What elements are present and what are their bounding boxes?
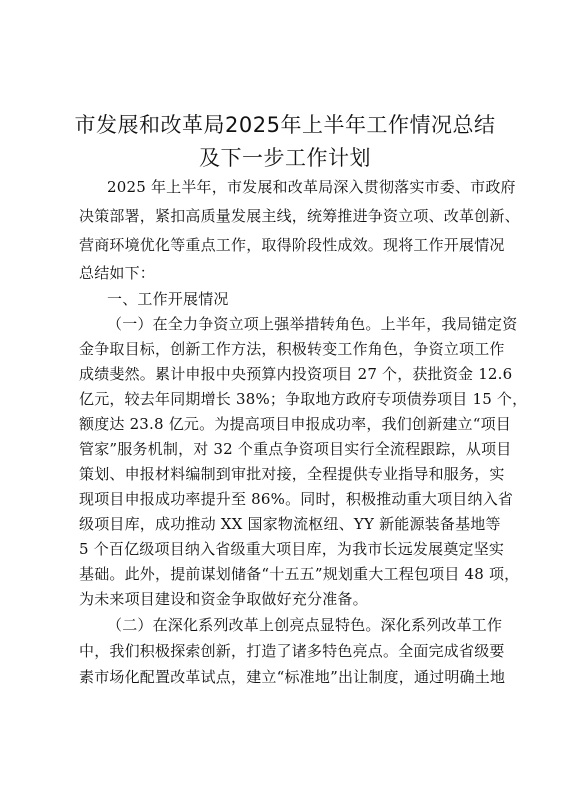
paragraph-line: （一）在全力争资立项上强举措转角色。上半年，我局锚定资 [107, 315, 518, 333]
paragraph-line: 亿元，较去年同期增长 38%；争取地方政府专项债券项目 15 个， [79, 390, 528, 408]
paragraph-line: （二）在深化系列改革上创亮点显特色。深化系列改革工作 [107, 616, 503, 634]
paragraph-line: 成绩斐然。累计申报中央预算内投资项目 27 个，获批资金 12.6 [79, 365, 513, 383]
intro-line: 2025 年上半年，市发展和改革局深入贯彻落实市委、市政府 [107, 178, 516, 196]
intro-line: 营商环境优化等重点工作，取得阶段性成效。现将工作开展情况 [79, 236, 505, 254]
paragraph-line: 额度达 23.8 亿元。为提高项目申报成功率，我们创新建立“项目 [79, 415, 512, 433]
section-heading: 一、工作开展情况 [107, 290, 229, 308]
paragraph-line: 5 个百亿级项目纳入省级重大项目库，为我市长远发展奠定坚实 [79, 540, 505, 558]
paragraph-line: 策划、申报材料编制到审批对接，全程提供专业指导和服务，实 [79, 465, 505, 483]
paragraph-line: 级项目库，成功推动 XX 国家物流枢纽、YY 新能源装备基地等 [79, 515, 501, 533]
paragraph-line: 金争取目标，创新工作方法，积极转变工作角色，争资立项工作 [79, 340, 505, 358]
document-title-line-2: 及下一步工作计划 [199, 146, 371, 170]
paragraph-line: 中，我们积极探索创新，打造了诸多特色亮点。全面完成省级要 [79, 642, 505, 660]
intro-line: 总结如下： [79, 264, 156, 282]
document-title-line-1: 市发展和改革局2025年上半年工作情况总结 [74, 113, 496, 137]
paragraph-line: 素市场化配置改革试点，建立“标准地”出让制度，通过明确土地 [79, 668, 506, 686]
paragraph-line: 现项目申报成功率提升至 86%。同时，积极推动重大项目纳入省 [79, 490, 514, 508]
paragraph-line: 基础。此外，提前谋划储备“十五五”规划重大工程包项目 48 项， [79, 565, 520, 583]
intro-line: 决策部署，紧扣高质量发展主线，统筹推进争资立项、改革创新、 [79, 207, 520, 225]
paragraph-line: 管家”服务机制，对 32 个重点争资项目实行全流程跟踪，从项目 [79, 440, 512, 458]
paragraph-line: 为未来项目建设和资金争取做好充分准备。 [79, 590, 368, 608]
